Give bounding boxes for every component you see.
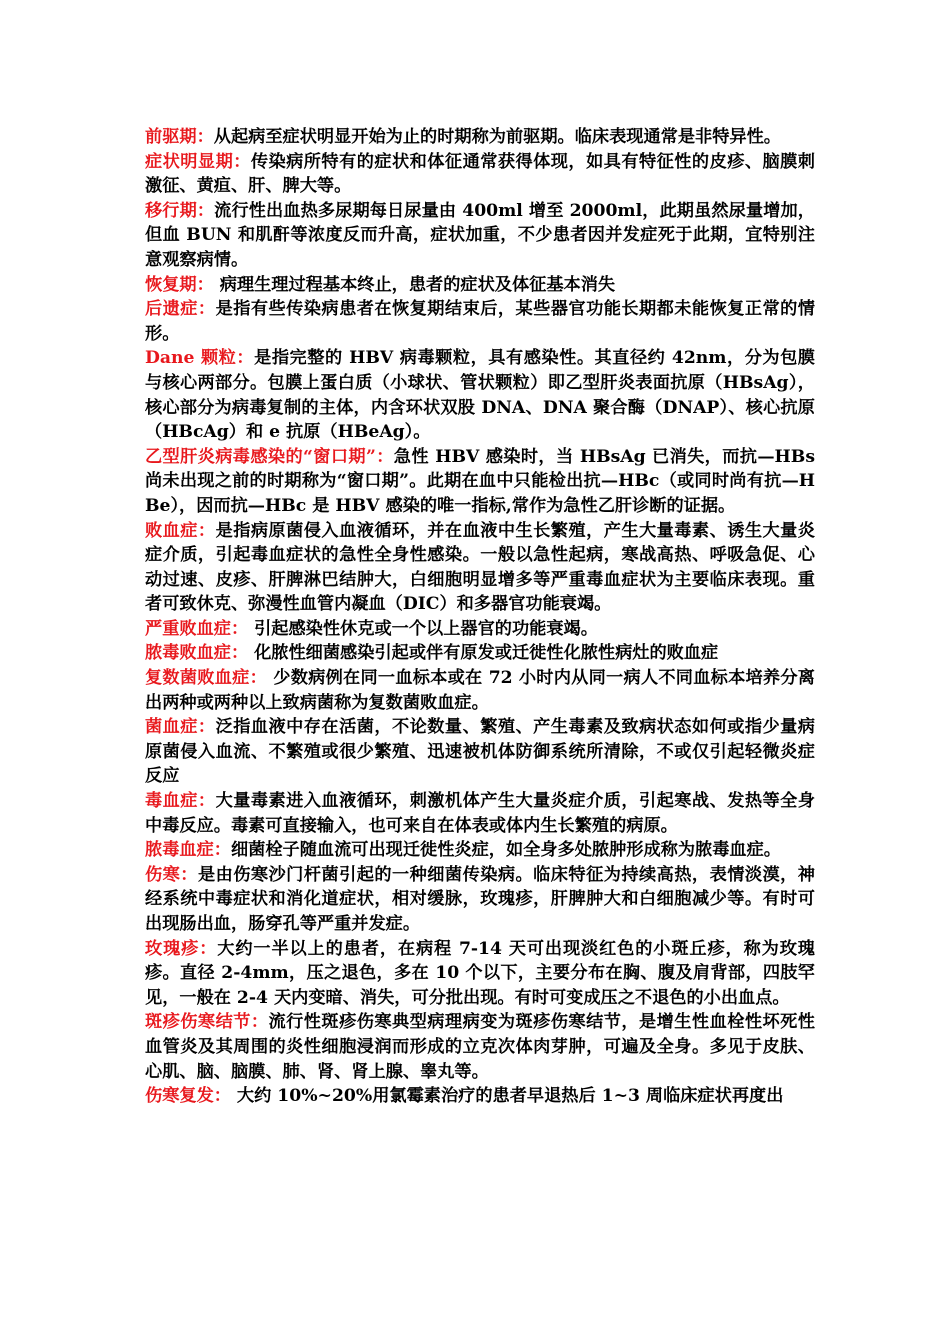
definition-pyosepticemia xyxy=(145,641,815,666)
term-label: 菌血症： xyxy=(145,717,216,738)
term-label: 脓毒败血症： xyxy=(145,643,249,664)
definition-text: 泛指血液中存在活菌，不论数量、繁殖、产生毒素及致病状态如何或指少量病原菌侵入血流、不繁殖或很少繁殖、迅速被机体防御系统所清除，不或仅引起轻微炎症反应 xyxy=(145,717,815,787)
term-label: 伤寒复发： xyxy=(145,1086,231,1107)
term-label: 严重败血症： xyxy=(145,618,249,639)
definition-polymicrobial-septicemia xyxy=(145,666,815,715)
definition-typhus-nodule xyxy=(145,1010,815,1084)
definition-text: 病理生理过程基本终止，患者的症状及体征基本消失 xyxy=(213,274,616,295)
document-page xyxy=(145,125,815,1109)
definition-pyemia xyxy=(145,838,815,863)
definition-dane-particle xyxy=(145,346,815,444)
definition-text: 引起感染性休克或一个以上器官的功能衰竭。 xyxy=(248,618,598,639)
term-label: 后遗症： xyxy=(145,299,216,320)
definition-septicemia xyxy=(145,519,815,617)
definition-overt-symptom-stage xyxy=(145,150,815,199)
term-label: 前驱期： xyxy=(145,127,214,147)
definition-sequela xyxy=(145,297,815,346)
term-label: Dane 颗粒： xyxy=(145,348,255,369)
definition-text: 大约 10%~20%用氯霉素治疗的患者早退热后 1~3 周临床症状再度出 xyxy=(230,1086,784,1107)
definition-text: 是由伤寒沙门杆菌引起的一种细菌传染病。临床特征为持续高热，表情淡漠，神经系统中毒症状和消化道症状，相对缓脉，玫瑰疹，肝脾肿大和白细胞减少等。有时可出现肠出血，肠穿孔等严重并发症。 xyxy=(145,864,815,934)
term-label: 脓毒血症： xyxy=(145,840,231,861)
term-label: 败血症： xyxy=(145,520,216,541)
term-label: 斑疹伤寒结节： xyxy=(145,1012,269,1033)
term-label: 毒血症： xyxy=(145,791,216,812)
definition-text: 急性 HBV 感染时，当 HBsAg 已消失，而抗—HBs 尚未出现之前的时期称为“窗口期”。此期在血中只能检出抗—HBc（或同时尚有抗—HBe），因而抗—HBc 是 HBV 感染的唯一指标,常作为急性乙肝诊断的证据。 xyxy=(145,446,815,516)
definition-rose-spots xyxy=(145,937,815,1011)
term-label: 乙型肝炎病毒感染的“窗口期”： xyxy=(145,446,394,467)
definition-text: 大量毒素进入血液循环，刺激机体产生大量炎症介质，引起寒战、发热等全身中毒反应。毒素可直接输入，也可来自在体表或体内生长繁殖的病原。 xyxy=(145,791,815,836)
definition-text: 化脓性细菌感染引起或伴有原发或迁徙性化脓性病灶的败血症 xyxy=(248,643,719,664)
term-label: 症状明显期： xyxy=(145,151,251,172)
definition-text: 是指病原菌侵入血液循环，并在血液中生长繁殖，产生大量毒素、诱生大量炎症介质，引起毒血症状的急性全身性感染。一般以急性起病，寒战高热、呼吸急促、心动过速、皮疹、肝脾淋巴结肿大，白细胞明显增多等严重毒血症状为主要临床表现。重者可致休克、弥漫性血管内凝血（DIC）和多器官功能衰竭。 xyxy=(145,520,815,615)
definition-text: 从起病至症状明显开始为止的时期称为前驱期。临床表现通常是非特异性。 xyxy=(213,127,781,147)
definition-prodromal xyxy=(145,125,815,150)
definition-text: 是指有些传染病患者在恢复期结束后，某些器官功能长期都未能恢复正常的情形。 xyxy=(145,299,815,344)
definition-text: 少数病例在同一血标本或在 72 小时内从同一病人不同血标本培养分离出两种或两种以上致病菌称为复数菌败血症。 xyxy=(145,668,815,713)
term-label: 复数菌败血症： xyxy=(145,668,268,689)
definition-text: 细菌栓子随血流可出现迁徙性炎症，如全身多处脓肿形成称为脓毒血症。 xyxy=(230,840,781,861)
definition-text: 流行性斑疹伤寒典型病理病变为斑疹伤寒结节，是增生性血栓性坏死性血管炎及其周围的炎性细胞浸润而形成的立克次体肉芽肿，可遍及全身。多见于皮肤、心肌、脑、脑膜、肺、肾、肾上腺、睾丸等。 xyxy=(145,1012,815,1082)
definition-recovery-stage xyxy=(145,273,815,298)
definition-text: 大约一半以上的患者，在病程 7-14 天可出现淡红色的小斑丘疹，称为玫瑰疹。直径 2-4mm，压之退色，多在 10 个以下，主要分布在胸、腹及肩背部，四肢罕见，一般在 2-4 天内变暗、消失，可分批出现。有时可变成压之不退色的小出血点。 xyxy=(145,938,815,1008)
definition-text: 是指完整的 HBV 病毒颗粒，具有感染性。其直径约 42nm，分为包膜与核心两部分。包膜上蛋白质（小球状、管状颗粒）即乙型肝炎表面抗原（HBsAg），核心部分为病毒复制的主体，内含环状双股 DNA、DNA 聚合酶（DNAP）、核心抗原（HBcAg）和 e 抗原（HBeAg）。 xyxy=(145,348,815,443)
definition-bacteremia xyxy=(145,715,815,789)
definition-transition-stage xyxy=(145,199,815,273)
term-label: 玫瑰疹： xyxy=(145,938,218,959)
term-label: 移行期： xyxy=(145,200,215,221)
definition-typhoid xyxy=(145,863,815,937)
definition-text: 流行性出血热多尿期每日尿量由 400ml 增至 2000ml，此期虽然尿量增加，但血 BUN 和肌酐等浓度反而升高，症状加重，不少患者因并发症死于此期，宜特别注意观察病情。 xyxy=(145,200,815,270)
term-label: 恢复期： xyxy=(145,274,214,295)
definition-text: 传染病所特有的症状和体征通常获得体现，如具有特征性的皮疹、脑膜刺激征、黄疸、肝、脾大等。 xyxy=(145,151,815,197)
definition-typhoid-relapse xyxy=(145,1084,815,1109)
term-label: 伤寒： xyxy=(145,864,198,885)
definition-toxemia xyxy=(145,789,815,838)
definition-severe-septicemia xyxy=(145,617,815,642)
definition-hbv-window-period xyxy=(145,445,815,519)
